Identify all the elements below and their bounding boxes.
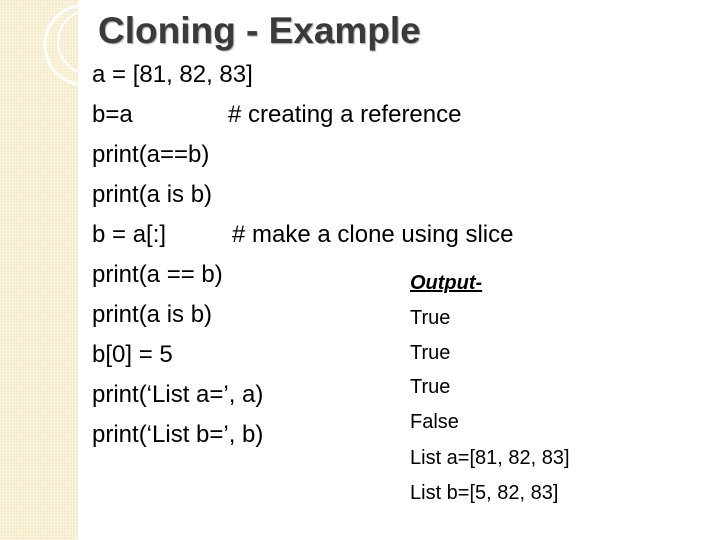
code-line-1: a = [81, 82, 83] (92, 61, 253, 88)
output-line: False (410, 411, 459, 433)
output-line: List b=[5, 82, 83] (410, 482, 559, 504)
output-heading: Output- (410, 272, 483, 294)
code-line-8: b[0] = 5 (92, 341, 173, 368)
output-line: True (410, 307, 451, 329)
slide-title: Cloning - Example (98, 10, 421, 51)
code-line-7: print(a is b) (92, 301, 213, 328)
code-line-5: b = a[:] (92, 221, 167, 248)
code-line-3: print(a==b) (92, 141, 210, 168)
output-line: List a=[81, 82, 83] (410, 447, 570, 469)
code-comment-clone: # make a clone using slice (232, 221, 514, 248)
code-comment-reference: # creating a reference (228, 101, 462, 128)
code-line-9: print(‘List a=’, a) (92, 381, 264, 408)
output-line: True (410, 342, 451, 364)
code-line-2: b=a (92, 101, 133, 128)
code-line-4: print(a is b) (92, 181, 213, 208)
code-line-10: print(‘List b=’, b) (92, 421, 264, 448)
code-line-6: print(a == b) (92, 261, 223, 288)
output-line: True (410, 376, 451, 398)
